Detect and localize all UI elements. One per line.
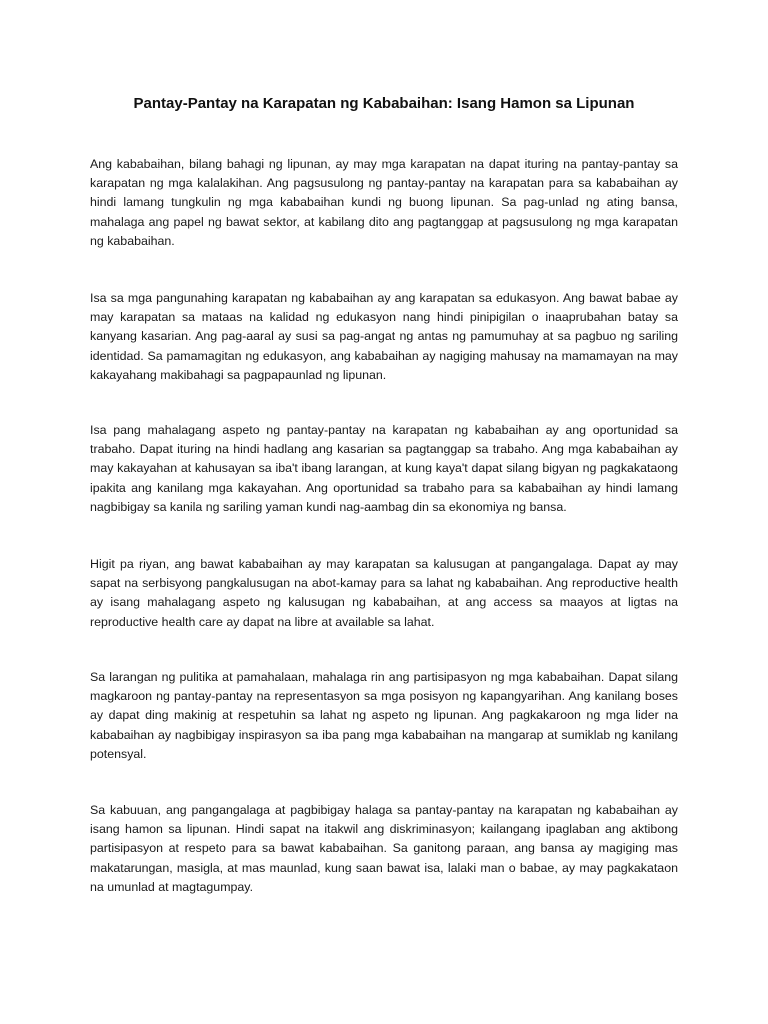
- paragraph-education: Isa sa mga pangunahing karapatan ng kababaihan ay ang karapatan sa edukasyon. Ang bawat babae ay may karapatan sa mataas na kalidad ng edukasyon nang hindi pinipigilan o inaaprubahan batay sa kanyang kasarian. Ang pag-aaral ay susi sa pag-angat ng antas ng pamumuhay at sa pagbuo ng sariling identidad. Sa pamamagitan ng edukasyon, ang kababaihan ay nagiging mahusay na mamamayan na may kakayahang makibahagi sa pagpapaunlad ng lipunan.: [90, 291, 678, 382]
- paragraph-conclusion: Sa kabuuan, ang pangangalaga at pagbibigay halaga sa pantay-pantay na karapatan ng kababaihan ay isang hamon sa lipunan. Hindi sapat na itakwil ang diskriminasyon; kailangang ipaglaban ang aktibong partisipasyon at respeto para sa bawat kababaihan. Sa ganitong paraan, ang bansa ay magiging mas makatarungan, masigla, at mas maunlad, kung saan bawat isa, lalaki man o babae, ay may pagkakataon na umunlad at magtagumpay.: [90, 803, 678, 894]
- document-title: Pantay-Pantay na Karapatan ng Kababaihan: Isang Hamon sa Lipunan: [133, 95, 635, 112]
- paragraph-health: Higit pa riyan, ang bawat kababaihan ay may karapatan sa kalusugan at pangangalaga. Dapat ay may sapat na serbisyong pangkalusugan na abot-kamay para sa lahat ng kababaihan. Ang reproductive health ay isang mahalagang aspeto ng kalusugan ng kababaihan, at ang access sa maayos at ligtas na reproductive health care ay dapat na libre at available sa lahat.: [90, 557, 678, 629]
- paragraph-introduction: Ang kababaihan, bilang bahagi ng lipunan, ay may mga karapatan na dapat ituring na pantay-pantay sa karapatan ng mga kalalakihan. Ang pagsusulong ng pantay-pantay na karapatan para sa kababaihan ay hindi lamang tungkulin ng mga kababaihan kundi ng buong lipunan. Sa pag-unlad ng ating bansa, mahalaga ang papel ng bawat sektor, at kabilang dito ang pagtanggap at pagsusulong ng mga karapatan ng kababaihan.: [90, 157, 678, 248]
- paragraph-employment: Isa pang mahalagang aspeto ng pantay-pantay na karapatan ng kababaihan ay ang oportunidad sa trabaho. Dapat ituring na hindi hadlang ang kasarian sa pagtanggap sa trabaho. Ang mga kababaihan ay may kakayahan at kahusayan sa iba't ibang larangan, at kung kaya't dapat silang bigyan ng pagkakataong ipakita ang kanilang mga kakayahan. Ang oportunidad sa trabaho para sa kababaihan ay hindi lamang nagbibigay sa kanila ng sariling yaman kundi nag-aambag din sa ekonomiya ng bansa.: [90, 423, 678, 514]
- paragraph-politics: Sa larangan ng pulitika at pamahalaan, mahalaga rin ang partisipasyon ng mga kababaihan. Dapat silang magkaroon ng pantay-pantay na representasyon sa mga posisyon ng kapangyarihan. Ang kanilang boses ay dapat ding makinig at respetuhin sa lahat ng aspeto ng lipunan. Ang pagkakaroon ng mga lider na kababaihan ay nagbibigay inspirasyon sa iba pang mga kababaihan na mangarap at sumiklab ng kanilang potensyal.: [90, 670, 678, 761]
